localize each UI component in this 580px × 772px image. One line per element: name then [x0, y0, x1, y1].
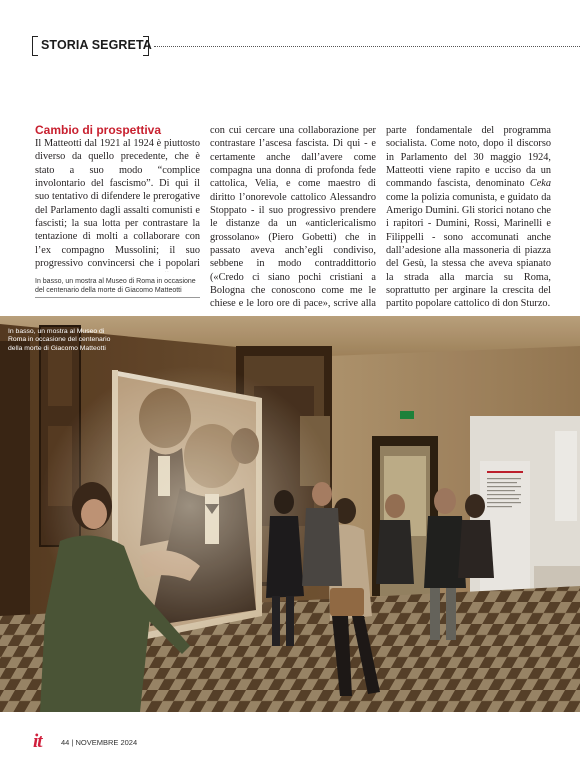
text-column-1: Il Matteotti dal 1921 al 1924 è piuttosto diverso da quello precedente, che è stato a suo modo “complice involontario del fascismo”. Di qui il suo tentativo di difendere le prerogative del Parlamento dagli assalti comunisti e fascisti; la sua lotta per contrastare la tentazione di molti a collaborare con l’ex compagno Mussolini; il suo progressivo convincersi che i popolari: [35, 138, 200, 270]
text-column-3: [386, 124, 551, 312]
dotted-rule: [154, 46, 580, 47]
photo-caption-top: In basso, un mostra al Museo di Roma in occasione del centenario della morte di Giacomo Matteotti: [35, 278, 196, 294]
page-number-date: 44 | NOVEMBRE 2024: [61, 738, 138, 747]
col3-text-b: come la polizia comunista, e guidato da Amerigo Dumini. Gli storici notano che i rapitori - Dumini, Rossi, Marinelli e Filippelli - sono accomunati anche dall’adesione alla massoneria di piazza del Gesù, la stessa che aveva spianato la strada alla marcia su Roma, soprattutto per arginare la crescita del partito popolare cattolico di don Sturzo.: [386, 191, 551, 310]
section-header: [32, 34, 580, 58]
magazine-logo: it: [33, 731, 42, 752]
col3-text-a: parte fondamentale del programma socialista. Come noto, dopo il discorso in Parlamento del 30 maggio 1924, Matteotti viene rapito e ucciso da un commando fascista, denominato: [386, 125, 551, 190]
photo-illustration: [0, 316, 580, 712]
ceka-italic: Ceka: [529, 178, 551, 190]
bracket-left: [32, 36, 38, 56]
caption-divider: [35, 297, 200, 298]
photo-caption: In basso, un mostra al Museo di Roma in occasione del centenario della morte di Giacomo Matteotti: [8, 328, 111, 352]
exhibition-photo: [0, 316, 580, 712]
bracket-right: [143, 36, 149, 56]
section-title: STORIA SEGRETA: [41, 38, 152, 52]
text-column-2: con cui cercare una collaborazione per contrastare l’ascesa fascista. Di qui - e certamente anche dall’avere come compagna una donna di profonda fede cattolica, Velia, e come maestro di diritto l’onorevole cattolico Alessandro Stoppato - il suo progressivo prendere le distanze da un «anticlericalismo grossolano» (Piero Gobetti) che in passato aveva anch’egli condiviso, sebbene in modo contraddittorio («Credo ci siano pochi cristiani a Bologna che conoscono come me le chiese e le loro ore di pace», scrive alla: [210, 125, 376, 310]
article-subhead: Cambio di prospettiva: [35, 123, 162, 137]
